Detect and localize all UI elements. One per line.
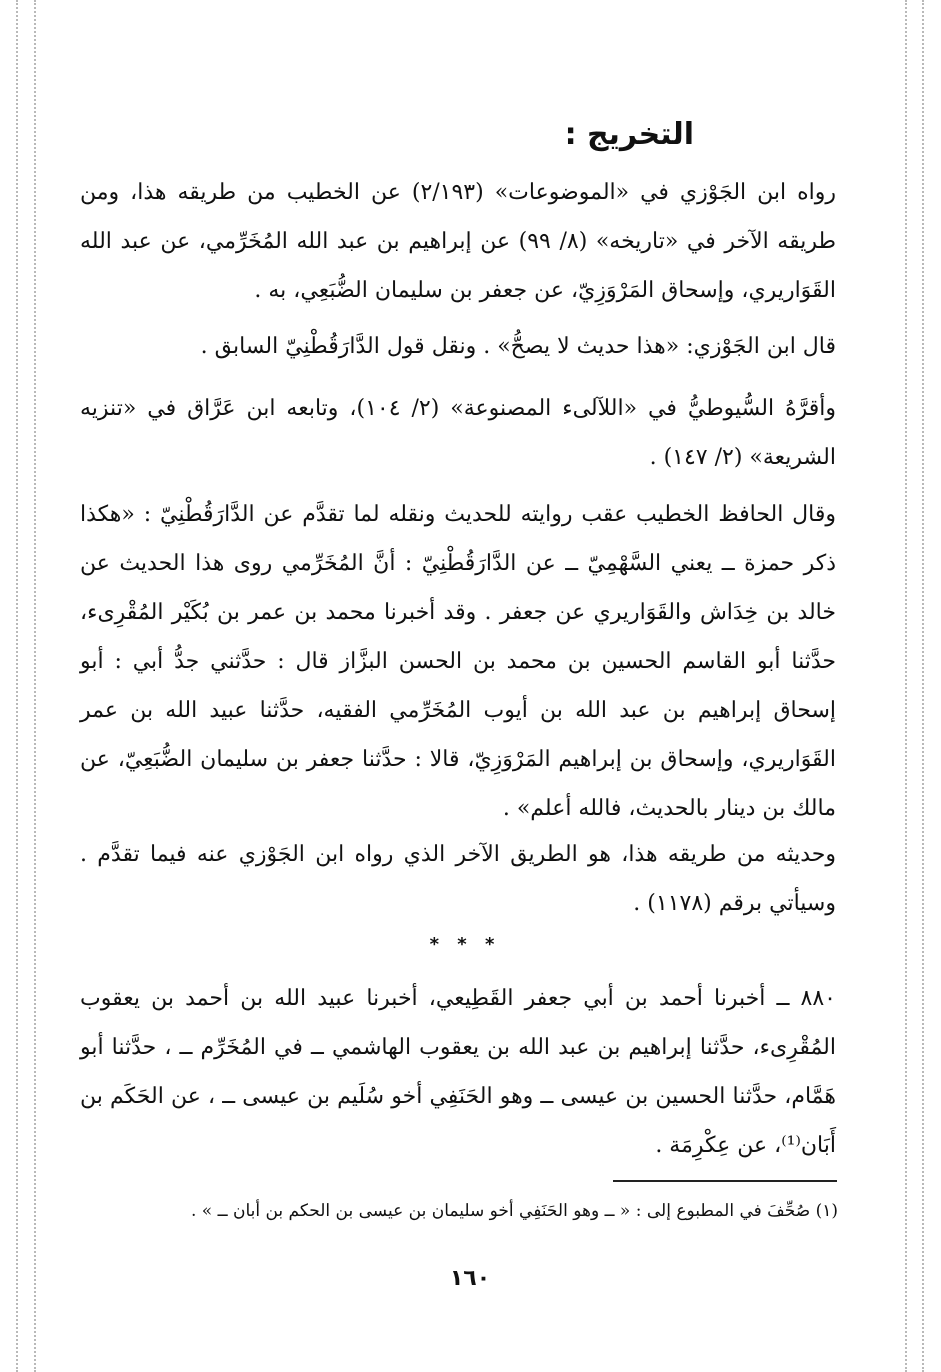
right-dotted-border (922, 0, 924, 1372)
page-number: ١٦٠ (449, 1266, 491, 1291)
footnote-1: (١) صُحِّفَ في المطبوع إلى : « ــ وهو الحَنَفِي أخو سليمان بن عيسى بن الحكم بن أبان ــ » . (190, 1201, 838, 1221)
section-heading: التخريج : (564, 117, 694, 152)
right-dotted-border-inner (905, 0, 907, 1372)
left-dotted-border (16, 0, 18, 1372)
left-dotted-border-inner (34, 0, 36, 1372)
paragraph-other-route: وحديثه من طريقه هذا، هو الطريق الآخر الذي رواه ابن الجَوْزي عنه فيما تقدَّم . وسيأتي برقم (١١٧٨) . (80, 842, 836, 916)
paragraph-takhrij-source: رواه ابن الجَوْزي في «الموضوعات» (٢/١٩٣) عن الخطيب من طريقه هذا، ومن طريقه الآخر في «تاريخه» (٨/ ٩٩) عن إبراهيم بن عبد الله المُخَرِّمي، عن عبد الله القَوَاريري، وإسحاق المَرْوَزِيّ، عن جعفر بن سليمان الضُّبَعِي، به . (80, 180, 836, 303)
paragraph-khatib-quote: وقال الحافظ الخطيب عقب روايته للحديث ونقله لما تقدَّم عن الدَّارَقُطْنِيّ : «هكذا ذكر حمزة ــ يعني السَّهْمِيّ ــ عن الدَّارَقُطْنِيّ : أنَّ المُخَرِّمي روى هذا الحديث عن خالد بن خِدَاش والقَوَاريري عن جعفر . وقد أخبرنا محمد بن عمر بن بُكَيْر المُقْرِىء، حدَّثنا أبو القاسم الحسين بن محمد بن الحسن البزَّاز قال : حدَّثني جدُّ أبي : أبو إسحاق إبراهيم بن عبد الله بن أيوب المُخَرِّمي الفقيه، حدَّثنا عبيد الله بن عمر القَوَاريري، وإسحاق بن إبراهيم المَرْوَزِيّ، قالا : حدَّثنا جعفر بن سليمان الضُّبَعِيّ، عن مالك بن دينار بالحديث، فالله أعلم» . (80, 502, 836, 821)
section-separator: * * * (429, 934, 501, 955)
hadith-880: ٨٨٠ ــ أخبرنا أحمد بن أبي جعفر القَطِيعي، أخبرنا عبيد الله بن أحمد بن يعقوب المُقْرِىء، حدَّثنا إبراهيم بن عبد الله بن يعقوب الهاشمي ــ في المُخَرِّم ــ ، حدَّثنا أبو هَمَّام، حدَّثنا الحسين بن عيسى ــ وهو الحَنَفِي أخو سُلَيم بن عيسى ــ ، عن الحَكَم بن أَبَان⁽¹⁾، عن عِكْرِمَة . (80, 986, 836, 1158)
footnote-divider (613, 1180, 837, 1182)
paragraph-ibn-jawzi-quote: قال ابن الجَوْزي: «هذا حديث لا يصحُّ» . ونقل قول الدَّارَقُطْنِيّ السابق . (200, 334, 836, 359)
paragraph-suyuti: وأقرَّهُ السُّيوطيُّ في «اللآلىء المصنوعة» (٢/ ١٠٤)، وتابعه ابن عَرَّاق في «تنزيه الشريعة» (٢/ ١٤٧) . (80, 396, 836, 470)
